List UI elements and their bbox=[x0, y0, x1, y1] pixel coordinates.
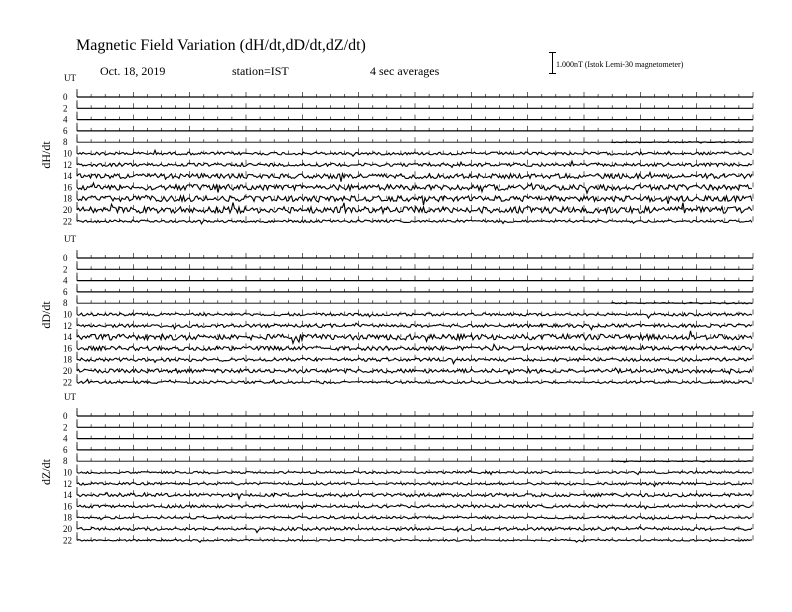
row-ticks bbox=[77, 434, 753, 439]
row-hour-label: 0 bbox=[63, 253, 68, 263]
row-hour-label: 4 bbox=[63, 114, 68, 125]
row-hour-label: 22 bbox=[63, 216, 72, 227]
trace-line bbox=[77, 161, 752, 167]
trace-line bbox=[77, 313, 752, 318]
chart-title: Magnetic Field Variation (dH/dt,dD/dt,dZ/dt) bbox=[76, 37, 366, 54]
row-ticks bbox=[77, 445, 753, 450]
trace-line bbox=[611, 461, 752, 462]
date-label: Oct. 18, 2019 bbox=[100, 64, 166, 78]
row-hour-label: 20 bbox=[63, 524, 72, 534]
trace-line bbox=[77, 172, 752, 181]
row-hour-label: 10 bbox=[63, 148, 72, 159]
row-hour-label: 2 bbox=[63, 103, 68, 114]
row-hour-label: 10 bbox=[63, 309, 72, 320]
row-hour-label: 16 bbox=[63, 343, 72, 354]
trace-line bbox=[77, 203, 752, 214]
row-hour-label: 2 bbox=[63, 422, 68, 433]
row-hour-label: 12 bbox=[63, 159, 72, 170]
trace-line bbox=[77, 470, 752, 474]
row-hour-label: 14 bbox=[63, 490, 72, 501]
row-hour-label: 2 bbox=[63, 264, 68, 275]
row-ticks bbox=[77, 264, 753, 269]
trace-line bbox=[77, 379, 752, 383]
ut-axis-label: UT bbox=[64, 234, 76, 244]
row-ticks bbox=[77, 126, 753, 131]
row-hour-label: 0 bbox=[63, 92, 68, 102]
row-ticks bbox=[77, 92, 753, 97]
station-label: station=IST bbox=[232, 64, 289, 78]
row-hour-label: 4 bbox=[63, 433, 68, 444]
row-hour-label: 18 bbox=[63, 193, 72, 204]
ut-axis-label: UT bbox=[64, 392, 76, 402]
panel-ylabel: dZ/dt bbox=[39, 459, 53, 485]
trace-line bbox=[77, 505, 752, 509]
trace-line bbox=[77, 220, 752, 224]
trace-line bbox=[77, 539, 752, 542]
row-hour-label: 0 bbox=[63, 411, 68, 421]
row-hour-label: 14 bbox=[63, 171, 72, 182]
row-ticks bbox=[77, 366, 753, 371]
trace-line bbox=[77, 527, 752, 533]
row-hour-label: 8 bbox=[63, 298, 68, 309]
row-ticks bbox=[77, 287, 753, 292]
row-hour-label: 4 bbox=[63, 275, 68, 286]
trace-line bbox=[77, 358, 752, 364]
row-ticks bbox=[77, 115, 753, 120]
row-hour-label: 6 bbox=[63, 286, 68, 297]
row-ticks bbox=[77, 103, 753, 108]
panel-ylabel: dD/dt bbox=[39, 301, 53, 329]
row-ticks bbox=[77, 411, 753, 416]
row-hour-label: 22 bbox=[63, 377, 72, 388]
averaging-label: 4 sec averages bbox=[370, 64, 440, 78]
row-hour-label: 12 bbox=[63, 320, 72, 331]
row-ticks bbox=[77, 253, 753, 258]
row-hour-label: 8 bbox=[63, 137, 68, 148]
trace-line bbox=[77, 183, 752, 193]
row-hour-label: 12 bbox=[63, 478, 72, 489]
trace-line bbox=[77, 493, 752, 500]
row-hour-label: 18 bbox=[63, 354, 72, 365]
trace-line bbox=[77, 323, 752, 329]
row-hour-label: 6 bbox=[63, 125, 68, 136]
trace-line bbox=[77, 516, 752, 520]
trace-line bbox=[77, 368, 752, 374]
row-hour-label: 6 bbox=[63, 444, 68, 455]
row-ticks bbox=[77, 276, 753, 281]
row-hour-label: 10 bbox=[63, 467, 72, 478]
row-ticks bbox=[77, 479, 753, 484]
row-hour-label: 18 bbox=[63, 512, 72, 523]
row-hour-label: 20 bbox=[63, 366, 72, 376]
row-ticks bbox=[77, 422, 753, 427]
ut-axis-label: UT bbox=[64, 73, 76, 83]
row-hour-label: 16 bbox=[63, 501, 72, 512]
panel-ylabel: dH/dt bbox=[39, 141, 53, 169]
row-ticks bbox=[77, 501, 753, 506]
row-hour-label: 22 bbox=[63, 535, 72, 546]
scale-label: 1.000nT (Istok Lemi-30 magnetometer) bbox=[556, 60, 684, 69]
trace-line bbox=[77, 195, 752, 205]
row-hour-label: 14 bbox=[63, 332, 72, 343]
trace-line bbox=[77, 150, 752, 156]
trace-line bbox=[77, 483, 752, 487]
row-ticks bbox=[77, 137, 753, 142]
row-hour-label: 20 bbox=[63, 205, 72, 215]
row-ticks bbox=[77, 171, 753, 176]
trace-line bbox=[77, 344, 752, 350]
row-hour-label: 16 bbox=[63, 182, 72, 193]
row-hour-label: 8 bbox=[63, 456, 68, 467]
row-ticks bbox=[77, 216, 753, 221]
trace-line bbox=[77, 331, 752, 343]
